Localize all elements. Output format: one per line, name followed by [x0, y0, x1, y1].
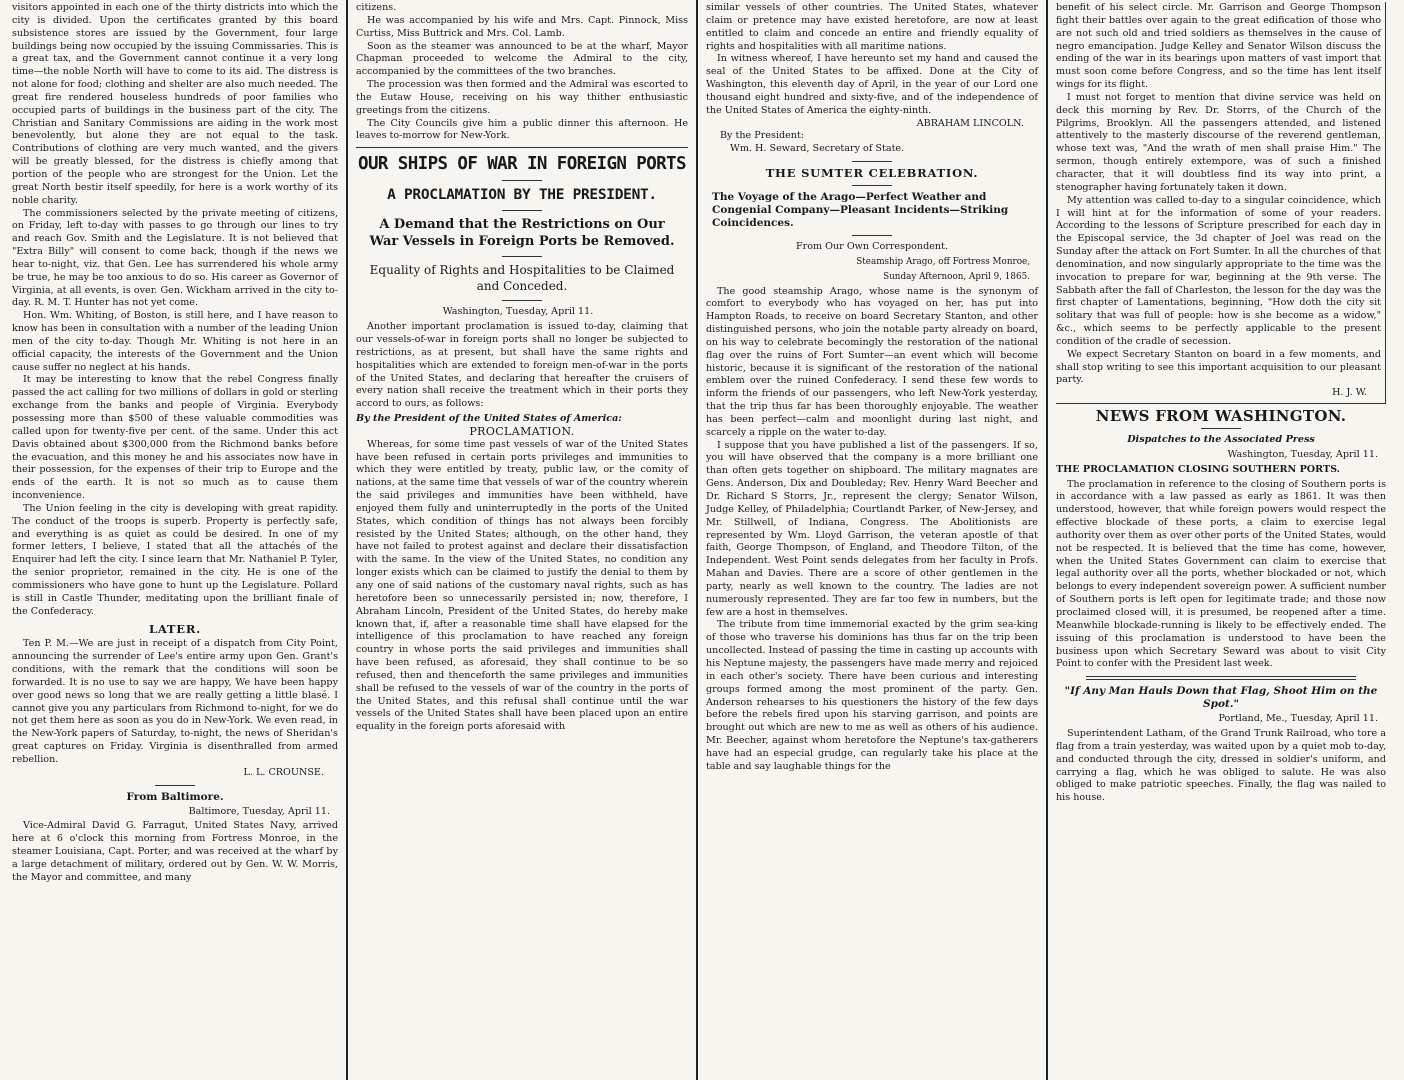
paragraph: Superintendent Latham, of the Grand Trunk Railroad, who tore a flag from a train yesterday, was waited upon by a quiet mob to-day, and conducted through the city, dressed in soldier's uniform, and carrying a flag, which he was obliged to salute. He was also obliged to make patriotic speeches. Finally, the flag was nailed to his house. — [1056, 728, 1386, 804]
signature: L. L. CROUNSE. — [243, 766, 324, 778]
paragraph: Hon. Wm. Whiting, of Boston, is still here, and I have reason to know has been in consultation with a number of the leading Union men of the city to-day. Though Mr. Whiting is not here in an official capacity, the interests of the Government and the Union cause suffer no neglect at his hands. — [12, 310, 338, 373]
paragraph: Another important proclamation is issued to-day, claiming that our vessels-of-war in foreign ports shall no longer be subjected to restrictions, as at present, but shall have the same rights and hospitalities which are extended to foreign men-of-war in the ports of the United States, and declaring that hereafter the cruisers of every nation shall receive the treatment which in their ports they accord to ours, as follows: — [356, 321, 688, 410]
paragraph: In witness whereof, I have hereunto set my hand and caused the seal of the United States to be affixed. Done at the City of Washington, this eleventh day of April, in the year of our Lord one thousand eight hundred and sixty-five, and of the independence of the United States of America the eighty-ninth. — [706, 53, 1038, 116]
paragraph: The procession was then formed and the Admiral was escorted to the Eutaw House, receiving on his way thither enthusiastic greetings from the citizens. — [356, 79, 688, 116]
section-heading: From Baltimore. — [126, 790, 224, 803]
paragraph: The commissioners selected by the private meeting of citizens, on Friday, left to-day with passes to go through our lines to try and reach Gov. Smith and the Legislature. It is not believed that "Extra Billy" will consent to come back, though if the news we hear to-night, viz. that Gen. Lee has surrendered his whole army be true, he may be too anxious to do so. His career as Governor of Virginia, at all events, is over. Gen. Wickham arrived in the city to-day. R. M. T. Hunter has not yet come. — [12, 207, 338, 309]
headline: OUR SHIPS OF WAR IN FOREIGN PORTS — [358, 154, 686, 175]
section-heading: THE SUMTER CELEBRATION. — [765, 166, 979, 181]
headline: A PROCLAMATION BY THE PRESIDENT. — [387, 187, 657, 204]
headline: A Demand that the Restrictions on Our War Vessels in Foreign Ports be Removed. — [369, 217, 675, 250]
dateline: Steamship Arago, off Fortress Monroe, — [856, 256, 1030, 267]
section-label: THE PROCLAMATION CLOSING SOUTHERN PORTS. — [1056, 463, 1341, 475]
divider — [356, 147, 688, 148]
divider — [1201, 428, 1241, 429]
divider — [502, 300, 542, 301]
paragraph: The proclamation in reference to the closing of Southern ports is in accordance with a law passed as early as 1861. It was then understood, however, that while foreign powers would respect the effective blockade of these ports, a claim to exercise legal authority over them as over other ports of the United States, would not be respected. It is believed that the time has come, however, when the United States Government can claim to exercise that legal authority over all the ports, whether blockaded or not, which belongs to every independent sovereign power. A sufficient number of Southern ports is left open for legitimate trade; and those now proclaimed closed will, it is presumed, be reopened after a time. Meanwhile blockade-running is likely to be effectively ended. The issuing of this proclamation is understood to have been the business upon which Secretary Seward was about to visit City Point to confer with the President last week. — [1056, 478, 1386, 670]
proclamation-heading: PROCLAMATION. — [469, 424, 575, 438]
dateline: Washington, Tuesday, April 11. — [1227, 448, 1378, 460]
dateline: Baltimore, Tuesday, April 11. — [188, 805, 330, 817]
subheading: Dispatches to the Associated Press — [1127, 434, 1315, 445]
divider — [852, 185, 892, 186]
dateline: Portland, Me., Tuesday, April 11. — [1218, 713, 1378, 725]
paragraph: The tribute from time immemorial exacted by the grim sea-king of those who traverse his dominions has thus far on the trip been uncollected. Instead of passing the time in casting up accounts with his Neptune majesty, the passengers have made merry and rejoiced in each other's society. There have been curious and interesting groups formed among the most prominent of the party. Gen. Anderson rehearses to his questioners the history of the few days before the rebels fired upon his starving garrison, and points are brought out which are new to me as well as others of his audience. Mr. Beecher, against whom heretofore the Neptune's tax-gatherers have had an especial grudge, can regularly take his place at the table and say laughable things for the — [706, 619, 1038, 772]
paragraph: similar vessels of other countries. The United States, whatever claim or pretence may have existed heretofore, are now at least entitled to claim and concede an entire and friendly equality of rights and hospitalities with all maritime nations. — [706, 2, 1038, 52]
divider — [502, 256, 542, 257]
paragraph: The City Councils give him a public dinner this afternoon. He leaves to-morrow for New-York. — [356, 117, 688, 142]
proclamation-intro: By the President of the United States of America: — [356, 413, 622, 425]
paragraph: visitors appointed in each one of the thirty districts into which the city is divided. Upon the certificates granted by this board subsistence stores are issued by the Government, four large buildings being now occupied by the issuing Commissaries. This is a great tax, and the Government cannot continue it a very long time—the noble North will have to come to its aid. The distress is not alone for food; clothing and shelter are also much needed. The great fire rendered houseless hundreds of poor families who occupied parts of buildings in the business part of the city. The Christian and Sanitary Commissions are aiding in the work most benevolently, but alone they are not equal to the task. Contributions of clothing are very much wanted, and the givers will be greatly blessed, for the distress is chiefly among that portion of the people who are strongest for the Union. Let the great North bestir itself speedily, for here is a work worthy of its noble charity. — [12, 2, 338, 206]
signature: H. J. W. — [1332, 387, 1367, 399]
paragraph: I suppose that you have published a list of the passengers. If so, you will have observed that the company is a more brilliant one than often gets together on shipboard. The military magnates are Gens. Anderson, Dix and Doubleday; Rev. Henry Ward Beecher and Dr. Richard S Storrs, Jr., represent the clergy; Senator Wilson, Judge Kelley, of Philadelphia; Courtlandt Parker, of New-Jersey, and Mr. Stillwell, of Indiana, Congress. The Abolitionists are represented by Wm. Lloyd Garrison, the veteran apostle of that faith, George Thompson, of England, and Theodore Tilton, of the Independent. West Point sends delegates from her faculty in Profs. Mahan and Davies. There are a score of other gentlemen in the party, nearly as well known to the country. The ladies are not numerously represented. They are far too few in numbers, but the few are a host in themselves. — [706, 439, 1038, 618]
paragraph: The Union feeling in the city is developing with great rapidity. The conduct of the troops is superb. Property is perfectly safe, and everything is as quiet as could be desired. In one of my former letters, I believe, I stated that all the attachés of the Enquirer had left the city. I since learn that Mr. Nathaniel P. Tyler, the senior proprietor, remained in the city. He is one of the commissioners who have gone to hunt up the Legislature. Pollard is still in Castle Thunder, meditating upon the brilliant finale of the Confederacy. — [12, 502, 338, 617]
paragraph: I must not forget to mention that divine service was held on deck this morning by Rev. Dr. Storrs, of the Church of the Pilgrims, Brooklyn. All the passengers attended, and listened attentively to the masterly discourse of the reverend gentleman, whose text was, "And the wrath of men shall praise Him." The sermon, though entirely extempore, was of such a finished character, that it will doubtless find its way into print, a stenographer having fortunately taken it down. — [1056, 91, 1381, 193]
column-4 — [1048, 0, 1394, 1080]
paragraph: Whereas, for some time past vessels of war of the United States have been refused in certain ports privileges and immunities to which they were entitled by treaty, public law, or the comity of nations, at the same time that vessels of war of the country wherein the said privileges and immunities have been withheld, have enjoyed them fully and uninterruptedly in the ports of the United States, which condition of things has not always been forcibly resisted by the United States; although, on the other hand, they have not failed to protest against and declare their dissatisfaction with the same. In the view of the United States, no condition any longer exists which can be claimed to justify the denial to them by any one of said nations of the customary naval rights, such as has heretofore been so unnecessarily persisted in; now, therefore, I Abraham Lincoln, President of the United States, do hereby make known that, if, after a reasonable time shall have elapsed for the intelligence of this proclamation to have reached any foreign country in whose ports the said privileges and immunities shall have been refused, as aforesaid, they shall continue to be so refused, then and thenceforth the same privileges and immunities shall be refused to the vessels of war of the country in the ports of the United States, and this refusal shall continue until the war vessels of the United States shall have been placed upon an entire equality in the foreign ports aforesaid with — [356, 438, 688, 733]
divider — [1086, 676, 1356, 680]
section-heading: NEWS FROM WASHINGTON. — [1095, 407, 1347, 426]
paragraph: citizens. — [356, 2, 397, 13]
attestation: By the President: — [720, 130, 805, 142]
continued-story — [1056, 2, 1386, 404]
paragraph: Vice-Admiral David G. Farragut, United States Navy, arrived here at 6 o'clock this morning from Fortress Monroe, in the steamer Louisiana, Capt. Porter, and was received at the wharf by a large detachment of military, ordered out by Gen. W. W. Morris, the Mayor and committee, and many — [12, 820, 338, 883]
paragraph: We expect Secretary Stanton on board in a few moments, and shall stop writing to see this important acquisition to our pleasant party. — [1056, 348, 1381, 386]
paragraph: Ten P. M.—We are just in receipt of a dispatch from City Point, announcing the surrender of Lee's entire army upon Gen. Grant's conditions, with the remark that the conditions will soon be forwarded. It is no use to say we are happy, We have been happy over good news so long that we are really getting a little blasé. I cannot give you any particulars from Richmond to-night, for we do not get them here as soon as you do in New-York. We even read, in the New-York papers of Saturday, to-night, the news of Sheridan's great captures on Friday. Virginia is disenthralled from armed rebellion. — [12, 638, 338, 765]
byline: From Our Own Correspondent. — [795, 240, 949, 252]
divider — [155, 785, 195, 786]
column-2 — [348, 0, 696, 1080]
paragraph: benefit of his select circle. Mr. Garrison and George Thompson fight their battles over again to the great edification of those who are not such old and tried soldiers as themselves in the cause of negro emancipation. Judge Kelley and Senator Wilson discuss the ending of the war in its bearings upon matters of vast import that must soon come before Congress, and so the time has lent itself wings for its flight. — [1056, 2, 1381, 91]
paragraph: Soon as the steamer was announced to be at the wharf, Mayor Chapman proceeded to welcome the Admiral to the city, accompanied by the committees of the two branches. — [356, 40, 688, 78]
subheading: "If Any Man Hauls Down that Flag, Shoot Him on the Spot." — [1064, 685, 1378, 711]
dateline: Washington, Tuesday, April 11. — [442, 306, 594, 318]
signature: Wm. H. Seward, Secretary of State. — [730, 143, 905, 155]
column-3 — [698, 0, 1046, 1080]
paragraph: The good steamship Arago, whose name is the synonym of comfort to everybody who has voyaged on her, has put into Hampton Roads, to receive on board Secretary Stanton, and other distinguished persons, who join the notable party already on board, on his way to celebrate becomingly the restoration of the national flag over the ruins of Fort Sumter—an event which will become historic, because it is significant of the restoration of the national emblem over the ruined Confederacy. I send these few words to inform the friends of our passengers, who left New-York yesterday, that the trip thus far has been thoroughly enjoyable. The weather has been perfect—calm and moonlight during last night, and scarcely a ripple on the water to-day. — [706, 285, 1038, 438]
divider — [852, 235, 892, 236]
divider — [502, 210, 542, 211]
paragraph: He was accompanied by his wife and Mrs. Capt. Pinnock, Miss Curtiss, Miss Buttrick and Mrs. Col. Lamb. — [356, 14, 688, 39]
divider — [502, 180, 542, 181]
section-heading: LATER. — [148, 621, 202, 636]
column-1 — [4, 0, 346, 1080]
headline: Equality of Rights and Hospitalities to be Claimed and Conceded. — [369, 263, 675, 294]
paragraph: My attention was called to-day to a singular coincidence, which I will hint at for the information of some of your readers. According to the lessons of Scripture prescribed for each day in the Episcopal service, the 3d chapter of Joel was read on the Sunday after the attack on Fort Sumter. In all the churches of that denomination, and now singularly appropriate to the time was the invocation to prepare for war, beginning at the 9th verse. The Sabbath after the fall of Charleston, the lesson for the day was the first chapter of Lamentations, beginning, "How doth the city sit solitary that was full of people: how is she become as a widow," &c., which seems to be perfectly applicable to the present condition of the cradle of secession. — [1056, 194, 1381, 347]
paragraph: It may be interesting to know that the rebel Congress finally passed the act calling for two millions of dollars in gold or sterling exchange from the banks and people of Virginia. Everybody possessing more than $500 of these valuable commodities was called upon for twenty-five per cent. of the same. Under this act Davis obtained about $300,000 from the Richmond banks before the evacuation, and this money he and his associates now have in their possession, for the expenses of their trip to Europe and the ends of the earth. It is not so much as to cause them inconvenience. — [12, 374, 338, 502]
subheading: The Voyage of the Arago—Perfect Weather and Congenial Company—Pleasant Incidents—Striking Coincidences. — [712, 190, 1009, 229]
dateline: Sunday Afternoon, April 9, 1865. — [883, 271, 1030, 282]
divider — [852, 161, 892, 162]
signature: ABRAHAM LINCOLN. — [916, 117, 1024, 129]
